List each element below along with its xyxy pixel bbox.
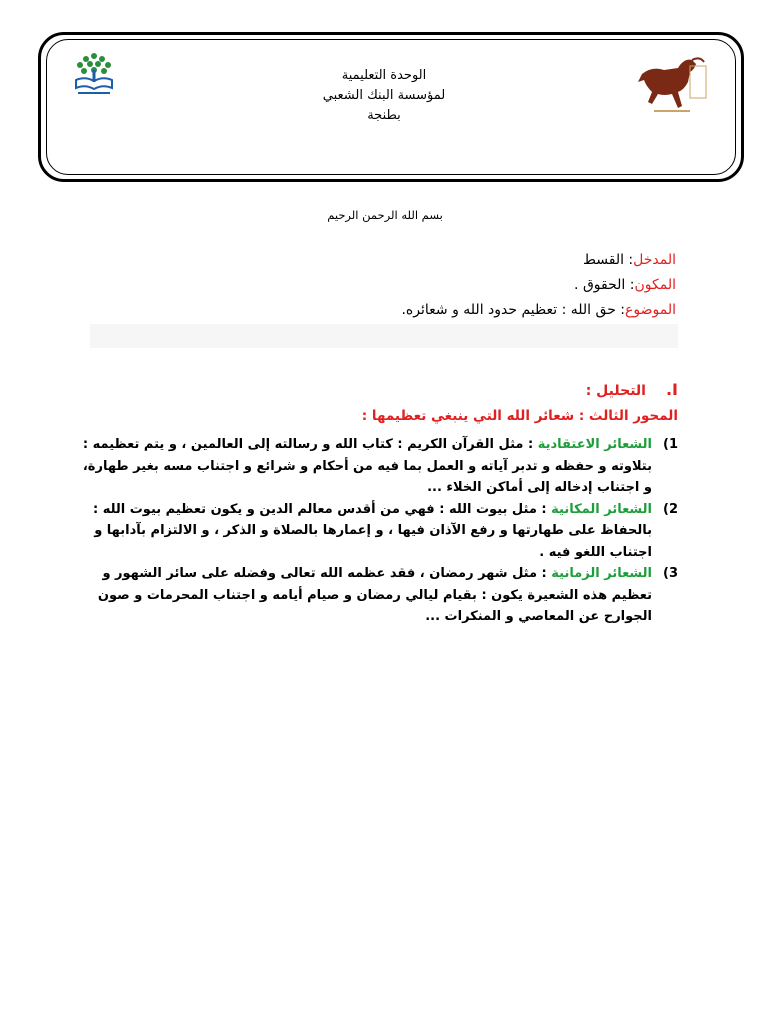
- component-row: المكون: الحقوق .: [574, 277, 676, 293]
- axis-title: المحور الثالث : شعائر الله التي ينبغي تعظيمها :: [361, 408, 678, 424]
- topic-row: الموضوع: حق الله : تعظيم حدود الله و شعائره.: [401, 302, 676, 318]
- institution-name: [284, 66, 484, 126]
- institution-line-2: لمؤسسة البنك الشعبي: [322, 88, 446, 103]
- component-value: الحقوق .: [574, 277, 626, 293]
- topic-value: حق الله : تعظيم حدود الله و شعائره.: [401, 302, 616, 318]
- item-key: الشعائر الزمانية: [551, 566, 652, 581]
- analysis-title: التحليل :: [585, 383, 646, 399]
- analysis-number: I.: [665, 380, 678, 399]
- tree-book-logo-icon: [70, 50, 118, 100]
- institution-line-1: الوحدة التعليمية: [341, 68, 427, 83]
- rites-list: [78, 434, 678, 628]
- list-item: [78, 563, 678, 628]
- item-text: : مثل بيوت الله : فهي من أقدس معالم الدين و يكون تعظيم بيوت الله : بالحفاظ على طهارتها و رفع الآذان فيها ، و إعمارها بالصلاة و الذكر ، و الالتزام بآدابها و اجتناب اللغو فيه .: [92, 501, 652, 560]
- item-text: : مثل شهر رمضان ، فقد عظمه الله تعالى وفضله على سائر الشهور و تعظيم هذه الشعيرة يكون : بقيام ليالي رمضان و صيام أيامه و اجتناب المحرمات و صون الجوارح عن المعاصي و المنكرات ...: [97, 566, 652, 624]
- analysis-heading: [586, 380, 678, 399]
- item-text: : مثل القرآن الكريم : كتاب الله و رسالته إلى العالمين ، و يتم تعظيمه : بتلاوته و حفظه و تدبر آياته و العمل بما فيه من أحكام و شرائع و اجتناب مسه بغير طهارة، و اجتناب إدخاله إلى أماكن الخلاء ...: [82, 437, 652, 495]
- item-number: 1): [663, 437, 678, 452]
- item-number: 2): [663, 501, 678, 517]
- entry-value: القسط: [582, 252, 624, 268]
- entry-label: المدخل: [633, 252, 676, 268]
- entry-row: المدخل: القسط: [582, 252, 676, 268]
- topic-label: الموضوع: [625, 302, 676, 318]
- basmala: بسم الله الرحمن الرحيم: [327, 208, 443, 222]
- institution-line-3: بطنجة: [367, 108, 401, 123]
- item-key: الشعائر المكانية: [551, 501, 652, 517]
- lesson-meta: [116, 248, 676, 323]
- shaded-band: [90, 324, 678, 348]
- item-number: 3): [663, 566, 678, 581]
- list-item: [78, 499, 678, 564]
- component-label: المكون: [634, 277, 676, 293]
- horse-logo-icon: [634, 52, 710, 118]
- item-key: الشعائر الاعتقادية: [537, 437, 652, 452]
- list-item: [78, 434, 678, 499]
